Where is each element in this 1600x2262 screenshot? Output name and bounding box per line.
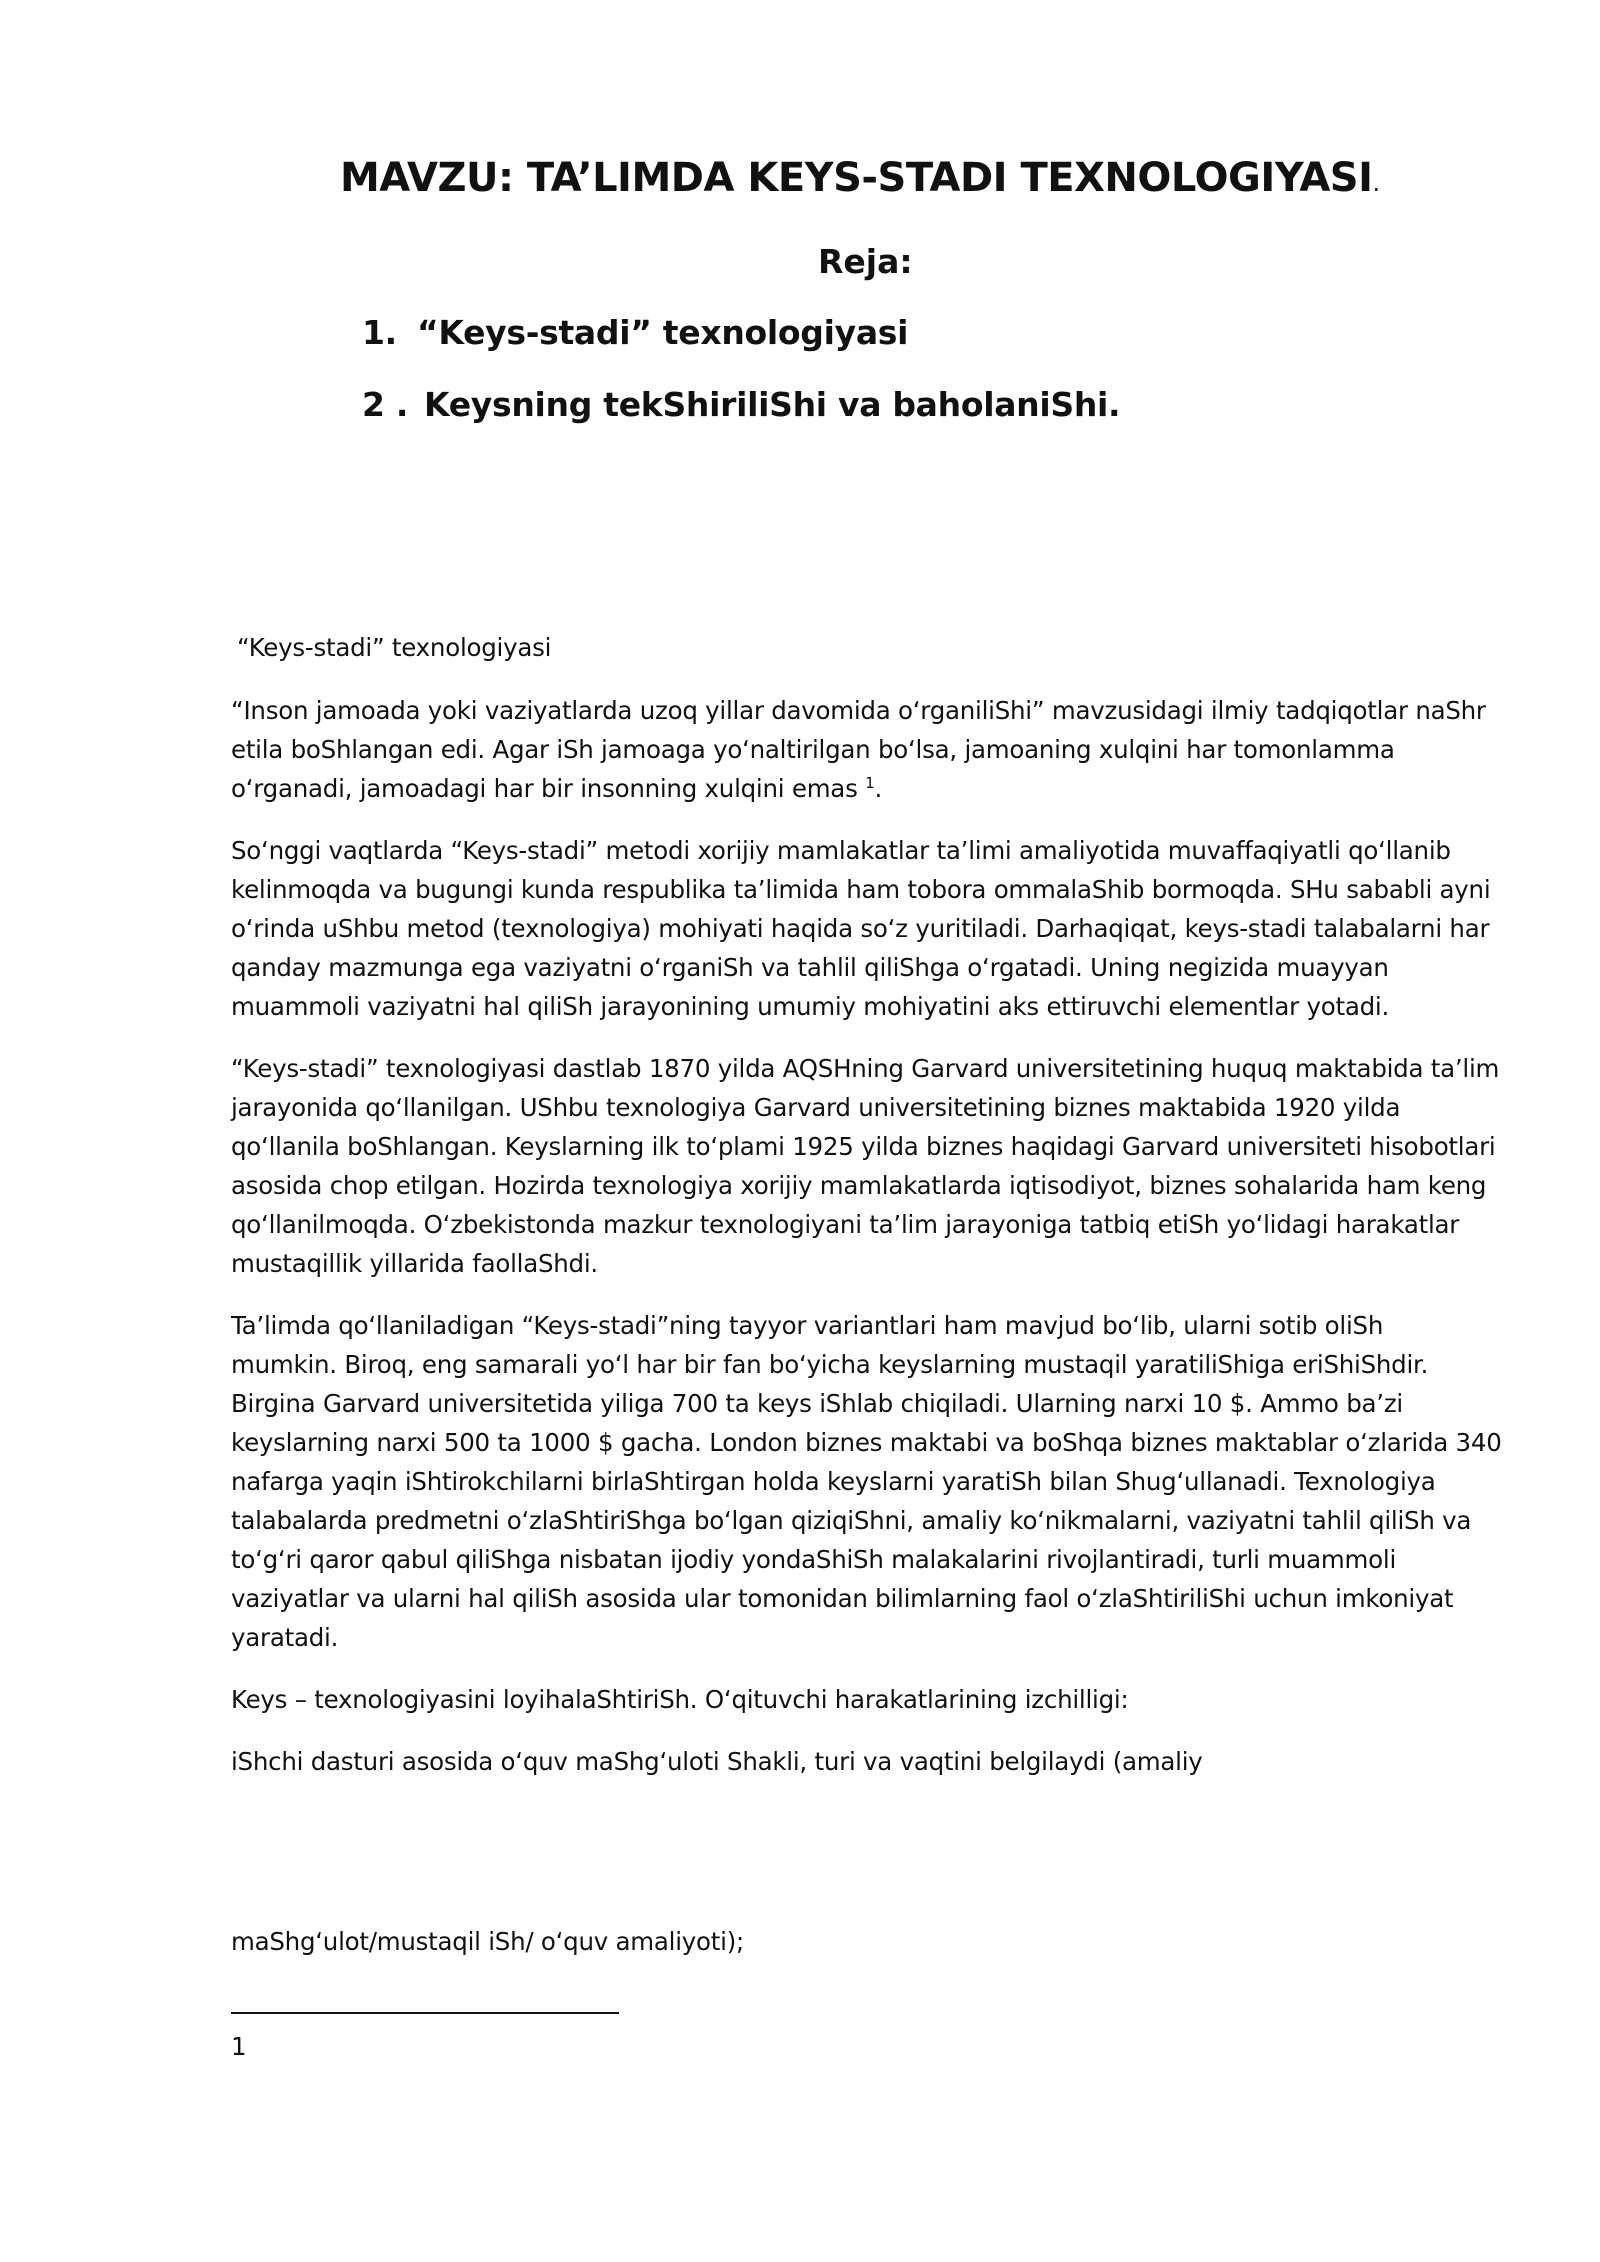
paragraph-line: Ta’limda qoʻllaniladigan “Keys-stadi”ning tayyor variantlari ham mavjud boʻlib, ularni sotib oliSh xyxy=(231,1311,1384,1340)
paragraph-line: talabalarda predmetni oʻzlaShtiriShga boʻlgan qiziqiShni, amaliy koʻnikmalarni, vaziyatni tahlil qiliSh va xyxy=(231,1506,1472,1535)
paragraph-line: muammoli vaziyatni hal qiliSh jarayonining umumiy mohiyatini aks ettiruvchi elementlar yotadi. xyxy=(231,992,1389,1021)
paragraph-line: toʻgʻri qaror qabul qiliShga nisbatan ijodiy yondaShiSh malakalarini rivojlantiradi, turli muammoli xyxy=(231,1545,1397,1574)
title-text: MAVZU: TA’LIMDA KEYS-STADI TEXNOLOGIYASI xyxy=(340,155,1373,201)
sentence-end: . xyxy=(874,774,882,803)
paragraph-line: iShchi dasturi asosida oʻquv maShgʻuloti Shakli, turi va vaqtini belgilaydi (amaliy xyxy=(231,1747,1203,1776)
section-heading: “Keys-stadi” texnologiyasi xyxy=(237,633,552,662)
paragraph-line: oʻrganadi, jamoadagi har bir insonning xulqini emas xyxy=(231,774,858,803)
paragraph-line: jarayonida qoʻllanilgan. UShbu texnologiya Garvard universitetining biznes maktabida 1920 yilda xyxy=(231,1093,1401,1122)
document-title xyxy=(340,155,1380,201)
paragraph-line: qoʻllanilmoqda. Oʻzbekistonda mazkur texnologiyani ta’lim jarayoniga tatbiq etiSh yoʻlidagi harakatlar xyxy=(231,1210,1460,1239)
paragraph-line: keyslarning narxi 500 ta 1000 $ gacha. London biznes maktabi va boShqa biznes maktablar oʻzlarida 340 xyxy=(231,1428,1502,1457)
paragraph xyxy=(231,1680,1491,1719)
paragraph-line: “Inson jamoada yoki vaziyatlarda uzoq yillar davomida oʻrganiliShi” mavzusidagi ilmiy tadqiqotlar naShr xyxy=(231,696,1486,725)
paragraph-line: oʻrinda uShbu metod (texnologiya) mohiyati haqida soʻz yuritiladi. Darhaqiqat, keys-stadi talabalarni har xyxy=(231,914,1490,943)
paragraph-line: nafarga yaqin iShtirokchilarni birlaShtirgan holda keyslarni yaratiSh bilan Shugʻullanadi. Texnologiya xyxy=(231,1467,1436,1496)
plan-item xyxy=(362,313,908,352)
plan-item-text: Keysning tekShiriliShi va baholaniShi. xyxy=(424,385,1121,424)
plan-heading: Reja: xyxy=(818,242,913,281)
title-period: . xyxy=(1372,169,1380,197)
footnote-reference[interactable]: 1 xyxy=(865,773,875,792)
paragraph xyxy=(231,1742,1491,1781)
paragraph-line: vaziyatlar va ularni hal qiliSh asosida ular tomonidan bilimlarning faol oʻzlaShtiriliShi uchun imkoniyat xyxy=(231,1584,1454,1613)
plan-item-number: 1. xyxy=(362,313,397,352)
paragraph xyxy=(231,1306,1502,1657)
paragraph-line: Soʻnggi vaqtlarda “Keys-stadi” metodi xorijiy mamlakatlar ta’limi amaliyotida muvaffaqiyatli qoʻllanib xyxy=(231,836,1451,865)
paragraph-line: asosida chop etilgan. Hozirda texnologiya xorijiy mamlakatlarda iqtisodiyot, biznes sohalarida ham keng xyxy=(231,1171,1487,1200)
paragraph-line: Keys – texnologiyasini loyihalaShtiriSh. Oʻqituvchi harakatlarining izchilligi: xyxy=(231,1685,1129,1714)
paragraph-line-with-footnote xyxy=(231,769,1491,808)
paragraph-line: kelinmoqda va bugungi kunda respublika ta’limida ham tobora ommalaShib bormoqda. SHu sababli ayni xyxy=(231,875,1491,904)
plan-item-number: 2 . xyxy=(362,385,409,424)
continuation-paragraph xyxy=(231,1922,1491,1961)
plan-item-text: “Keys-stadi” texnologiyasi xyxy=(417,313,909,352)
paragraph-line: Birgina Garvard universitetida yiliga 700 ta keys iShlab chiqiladi. Ularning narxi 10 $. Ammo ba’zi xyxy=(231,1389,1403,1418)
paragraph-line: mumkin. Biroq, eng samarali yoʻl har bir fan boʻyicha keyslarning mustaqil yaratiliShiga eriShiShdir. xyxy=(231,1350,1429,1379)
paragraph-line: etila boShlangan edi. Agar iSh jamoaga yoʻnaltirilgan boʻlsa, jamoaning xulqini har tomonlamma xyxy=(231,735,1395,764)
paragraph-line: mustaqillik yillarida faollaShdi. xyxy=(231,1249,598,1278)
paragraph-line: qanday mazmunga ega vaziyatni oʻrganiSh va tahlil qiliShga oʻrgatadi. Uning negizida muayyan xyxy=(231,953,1389,982)
plan-item xyxy=(362,385,1120,424)
footnote-separator xyxy=(231,2012,619,2014)
paragraph-line: qoʻllanila boShlangan. Keyslarning ilk toʻplami 1925 yilda biznes haqidagi Garvard universiteti hisobotlari xyxy=(231,1132,1496,1161)
paragraph-line: “Keys-stadi” texnologiyasi dastlab 1870 yilda AQSHning Garvard universitetining huquq maktabida ta’lim xyxy=(231,1054,1500,1083)
paragraph xyxy=(231,691,1491,808)
footnote-number: 1 xyxy=(231,2032,247,2061)
paragraph xyxy=(231,831,1491,1026)
paragraph xyxy=(231,1049,1500,1283)
paragraph-line: maShgʻulot/mustaqil iSh/ oʻquv amaliyoti); xyxy=(231,1927,745,1956)
paragraph-line: yaratadi. xyxy=(231,1623,339,1652)
